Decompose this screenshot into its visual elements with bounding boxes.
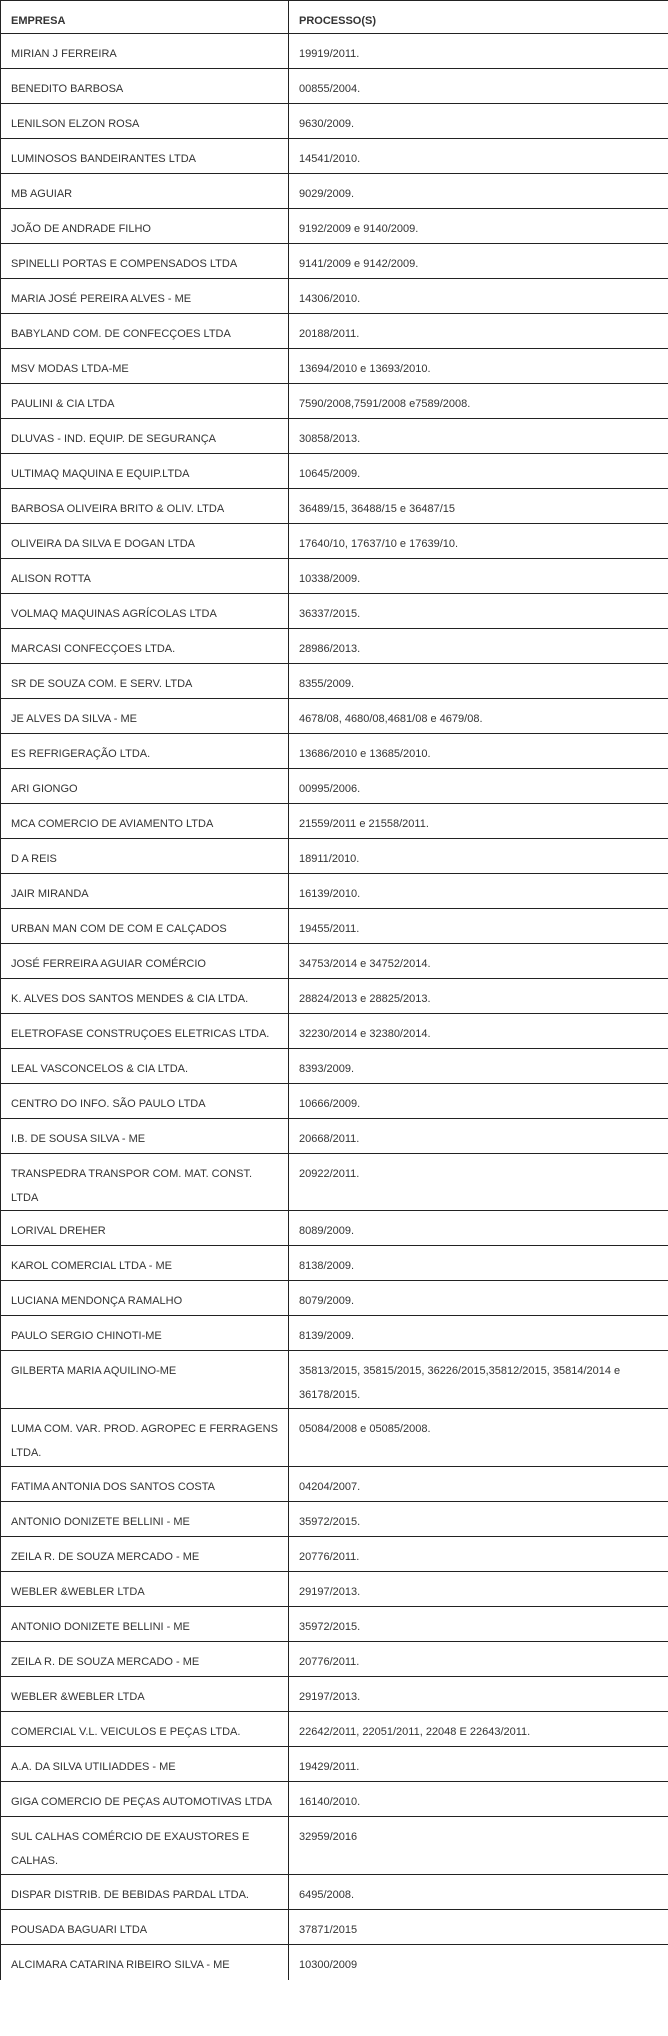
cell-empresa: I.B. DE SOUSA SILVA - ME xyxy=(1,1119,289,1154)
cell-processos: 10300/2009 xyxy=(289,1945,668,1980)
cell-empresa: K. ALVES DOS SANTOS MENDES & CIA LTDA. xyxy=(1,979,289,1014)
table-row xyxy=(1,559,668,594)
table-row xyxy=(1,419,668,454)
cell-processos: 05084/2008 e 05085/2008. xyxy=(289,1409,668,1467)
cell-empresa: SUL CALHAS COMÉRCIO DE EXAUSTORES E CALHAS. xyxy=(1,1817,289,1875)
table-row xyxy=(1,1817,668,1875)
table-row xyxy=(1,1014,668,1049)
table-row xyxy=(1,139,668,174)
header-empresa: EMPRESA xyxy=(1,1,289,34)
cell-empresa: JOSÉ FERREIRA AGUIAR COMÉRCIO xyxy=(1,944,289,979)
cell-processos: 14541/2010. xyxy=(289,139,668,174)
cell-processos: 36337/2015. xyxy=(289,594,668,629)
table-row xyxy=(1,1119,668,1154)
cell-empresa: MARCASI CONFECÇOES LTDA. xyxy=(1,629,289,664)
table-row xyxy=(1,804,668,839)
cell-empresa: ANTONIO DONIZETE BELLINI - ME xyxy=(1,1502,289,1537)
cell-processos: 22642/2011, 22051/2011, 22048 E 22643/2011. xyxy=(289,1712,668,1747)
cell-processos: 9192/2009 e 9140/2009. xyxy=(289,209,668,244)
cell-processos: 20776/2011. xyxy=(289,1642,668,1677)
table-header-row xyxy=(1,1,668,34)
cell-processos: 28824/2013 e 28825/2013. xyxy=(289,979,668,1014)
cell-empresa: KAROL COMERCIAL LTDA - ME xyxy=(1,1246,289,1281)
table-row xyxy=(1,69,668,104)
cell-processos: 35813/2015, 35815/2015, 36226/2015,35812/2015, 35814/2014 e 36178/2015. xyxy=(289,1351,668,1409)
table-row xyxy=(1,1246,668,1281)
table-row xyxy=(1,34,668,69)
cell-empresa: WEBLER &WEBLER LTDA xyxy=(1,1677,289,1712)
cell-processos: 16140/2010. xyxy=(289,1782,668,1817)
cell-processos: 7590/2008,7591/2008 e7589/2008. xyxy=(289,384,668,419)
table-row xyxy=(1,174,668,209)
cell-processos: 32230/2014 e 32380/2014. xyxy=(289,1014,668,1049)
table-row xyxy=(1,104,668,139)
table-row xyxy=(1,524,668,559)
cell-processos: 21559/2011 e 21558/2011. xyxy=(289,804,668,839)
table-row xyxy=(1,209,668,244)
cell-processos: 8089/2009. xyxy=(289,1211,668,1246)
cell-processos: 04204/2007. xyxy=(289,1467,668,1502)
cell-empresa: LUMINOSOS BANDEIRANTES LTDA xyxy=(1,139,289,174)
cell-processos: 32959/2016 xyxy=(289,1817,668,1875)
cell-processos: 10645/2009. xyxy=(289,454,668,489)
cell-processos: 28986/2013. xyxy=(289,629,668,664)
cell-processos: 14306/2010. xyxy=(289,279,668,314)
cell-empresa: POUSADA BAGUARI LTDA xyxy=(1,1910,289,1945)
table-row xyxy=(1,1910,668,1945)
table-row xyxy=(1,489,668,524)
cell-empresa: D A REIS xyxy=(1,839,289,874)
cell-empresa: OLIVEIRA DA SILVA E DOGAN LTDA xyxy=(1,524,289,559)
cell-empresa: MSV MODAS LTDA-ME xyxy=(1,349,289,384)
cell-empresa: ALISON ROTTA xyxy=(1,559,289,594)
table-row xyxy=(1,1572,668,1607)
cell-empresa: ZEILA R. DE SOUZA MERCADO - ME xyxy=(1,1642,289,1677)
table-row xyxy=(1,1537,668,1572)
cell-empresa: URBAN MAN COM DE COM E CALÇADOS xyxy=(1,909,289,944)
table-row xyxy=(1,1642,668,1677)
cell-empresa: PAULO SERGIO CHINOTI-ME xyxy=(1,1316,289,1351)
cell-processos: 19919/2011. xyxy=(289,34,668,69)
cell-processos: 34753/2014 e 34752/2014. xyxy=(289,944,668,979)
cell-processos: 20188/2011. xyxy=(289,314,668,349)
cell-empresa: PAULINI & CIA LTDA xyxy=(1,384,289,419)
table-row xyxy=(1,1351,668,1409)
cell-processos: 13694/2010 e 13693/2010. xyxy=(289,349,668,384)
table-row xyxy=(1,1316,668,1351)
table-row xyxy=(1,349,668,384)
cell-processos: 17640/10, 17637/10 e 17639/10. xyxy=(289,524,668,559)
cell-empresa: LORIVAL DREHER xyxy=(1,1211,289,1246)
cell-processos: 19455/2011. xyxy=(289,909,668,944)
cell-processos: 9029/2009. xyxy=(289,174,668,209)
table-row xyxy=(1,594,668,629)
cell-processos: 35972/2015. xyxy=(289,1607,668,1642)
cell-empresa: ES REFRIGERAÇÃO LTDA. xyxy=(1,734,289,769)
cell-empresa: WEBLER &WEBLER LTDA xyxy=(1,1572,289,1607)
cell-processos: 29197/2013. xyxy=(289,1572,668,1607)
table-row xyxy=(1,909,668,944)
table-row xyxy=(1,1782,668,1817)
table-row xyxy=(1,769,668,804)
table-row xyxy=(1,734,668,769)
table-row xyxy=(1,1747,668,1782)
cell-empresa: A.A. DA SILVA UTILIADDES - ME xyxy=(1,1747,289,1782)
table-row xyxy=(1,1945,668,1980)
table-row xyxy=(1,1607,668,1642)
cell-empresa: JE ALVES DA SILVA - ME xyxy=(1,699,289,734)
cell-empresa: JOÃO DE ANDRADE FILHO xyxy=(1,209,289,244)
table-row xyxy=(1,664,668,699)
cell-processos: 18911/2010. xyxy=(289,839,668,874)
cell-empresa: ELETROFASE CONSTRUÇOES ELETRICAS LTDA. xyxy=(1,1014,289,1049)
cell-empresa: DLUVAS - IND. EQUIP. DE SEGURANÇA xyxy=(1,419,289,454)
cell-processos: 9630/2009. xyxy=(289,104,668,139)
cell-empresa: FATIMA ANTONIA DOS SANTOS COSTA xyxy=(1,1467,289,1502)
cell-processos: 20922/2011. xyxy=(289,1154,668,1211)
cell-empresa: LUCIANA MENDONÇA RAMALHO xyxy=(1,1281,289,1316)
cell-processos: 8393/2009. xyxy=(289,1049,668,1084)
table-row xyxy=(1,839,668,874)
cell-processos: 20776/2011. xyxy=(289,1537,668,1572)
cell-empresa: SPINELLI PORTAS E COMPENSADOS LTDA xyxy=(1,244,289,279)
table-row xyxy=(1,1502,668,1537)
cell-empresa: JAIR MIRANDA xyxy=(1,874,289,909)
table-row xyxy=(1,629,668,664)
table-row xyxy=(1,699,668,734)
cell-empresa: LUMA COM. VAR. PROD. AGROPEC E FERRAGENS LTDA. xyxy=(1,1409,289,1467)
table-row xyxy=(1,1281,668,1316)
cell-empresa: ZEILA R. DE SOUZA MERCADO - ME xyxy=(1,1537,289,1572)
cell-processos: 6495/2008. xyxy=(289,1875,668,1910)
table-row xyxy=(1,244,668,279)
table-row xyxy=(1,1409,668,1467)
table-row xyxy=(1,1154,668,1211)
table-row xyxy=(1,1084,668,1119)
cell-empresa: DISPAR DISTRIB. DE BEBIDAS PARDAL LTDA. xyxy=(1,1875,289,1910)
cell-empresa: MIRIAN J FERREIRA xyxy=(1,34,289,69)
cell-processos: 19429/2011. xyxy=(289,1747,668,1782)
cell-empresa: GILBERTA MARIA AQUILINO-ME xyxy=(1,1351,289,1409)
table-row xyxy=(1,1677,668,1712)
cell-processos: 8355/2009. xyxy=(289,664,668,699)
cell-processos: 30858/2013. xyxy=(289,419,668,454)
cell-processos: 10666/2009. xyxy=(289,1084,668,1119)
table-row xyxy=(1,1049,668,1084)
cell-empresa: SR DE SOUZA COM. E SERV. LTDA xyxy=(1,664,289,699)
cell-processos: 37871/2015 xyxy=(289,1910,668,1945)
table-row xyxy=(1,1875,668,1910)
cell-empresa: TRANSPEDRA TRANSPOR COM. MAT. CONST. LTDA xyxy=(1,1154,289,1211)
cell-empresa: ALCIMARA CATARINA RIBEIRO SILVA - ME xyxy=(1,1945,289,1980)
table-row xyxy=(1,874,668,909)
cell-empresa: BARBOSA OLIVEIRA BRITO & OLIV. LTDA xyxy=(1,489,289,524)
cell-processos: 36489/15, 36488/15 e 36487/15 xyxy=(289,489,668,524)
table-row xyxy=(1,1712,668,1747)
cell-processos: 8079/2009. xyxy=(289,1281,668,1316)
cell-processos: 00855/2004. xyxy=(289,69,668,104)
table-row xyxy=(1,944,668,979)
table-row xyxy=(1,1211,668,1246)
cell-processos: 35972/2015. xyxy=(289,1502,668,1537)
cell-processos: 20668/2011. xyxy=(289,1119,668,1154)
cell-processos: 8139/2009. xyxy=(289,1316,668,1351)
cell-empresa: GIGA COMERCIO DE PEÇAS AUTOMOTIVAS LTDA xyxy=(1,1782,289,1817)
cell-processos: 9141/2009 e 9142/2009. xyxy=(289,244,668,279)
cell-empresa: CENTRO DO INFO. SÃO PAULO LTDA xyxy=(1,1084,289,1119)
cell-empresa: BENEDITO BARBOSA xyxy=(1,69,289,104)
table-row xyxy=(1,384,668,419)
cell-processos: 10338/2009. xyxy=(289,559,668,594)
table-row xyxy=(1,454,668,489)
table-row xyxy=(1,314,668,349)
cell-empresa: MCA COMERCIO DE AVIAMENTO LTDA xyxy=(1,804,289,839)
cell-processos: 29197/2013. xyxy=(289,1677,668,1712)
cell-empresa: LEAL VASCONCELOS & CIA LTDA. xyxy=(1,1049,289,1084)
cell-empresa: ARI GIONGO xyxy=(1,769,289,804)
cell-processos: 00995/2006. xyxy=(289,769,668,804)
table-row xyxy=(1,1467,668,1502)
table-row xyxy=(1,279,668,314)
cell-empresa: COMERCIAL V.L. VEICULOS E PEÇAS LTDA. xyxy=(1,1712,289,1747)
cell-empresa: BABYLAND COM. DE CONFECÇOES LTDA xyxy=(1,314,289,349)
cell-processos: 8138/2009. xyxy=(289,1246,668,1281)
table-body xyxy=(1,34,668,1980)
cell-empresa: LENILSON ELZON ROSA xyxy=(1,104,289,139)
cell-empresa: MB AGUIAR xyxy=(1,174,289,209)
cell-empresa: ULTIMAQ MAQUINA E EQUIP.LTDA xyxy=(1,454,289,489)
cell-empresa: ANTONIO DONIZETE BELLINI - ME xyxy=(1,1607,289,1642)
header-processos: PROCESSO(S) xyxy=(289,1,668,34)
table-row xyxy=(1,979,668,1014)
cell-processos: 4678/08, 4680/08,4681/08 e 4679/08. xyxy=(289,699,668,734)
cell-processos: 16139/2010. xyxy=(289,874,668,909)
cell-empresa: VOLMAQ MAQUINAS AGRÍCOLAS LTDA xyxy=(1,594,289,629)
cell-empresa: MARIA JOSÉ PEREIRA ALVES - ME xyxy=(1,279,289,314)
cell-processos: 13686/2010 e 13685/2010. xyxy=(289,734,668,769)
